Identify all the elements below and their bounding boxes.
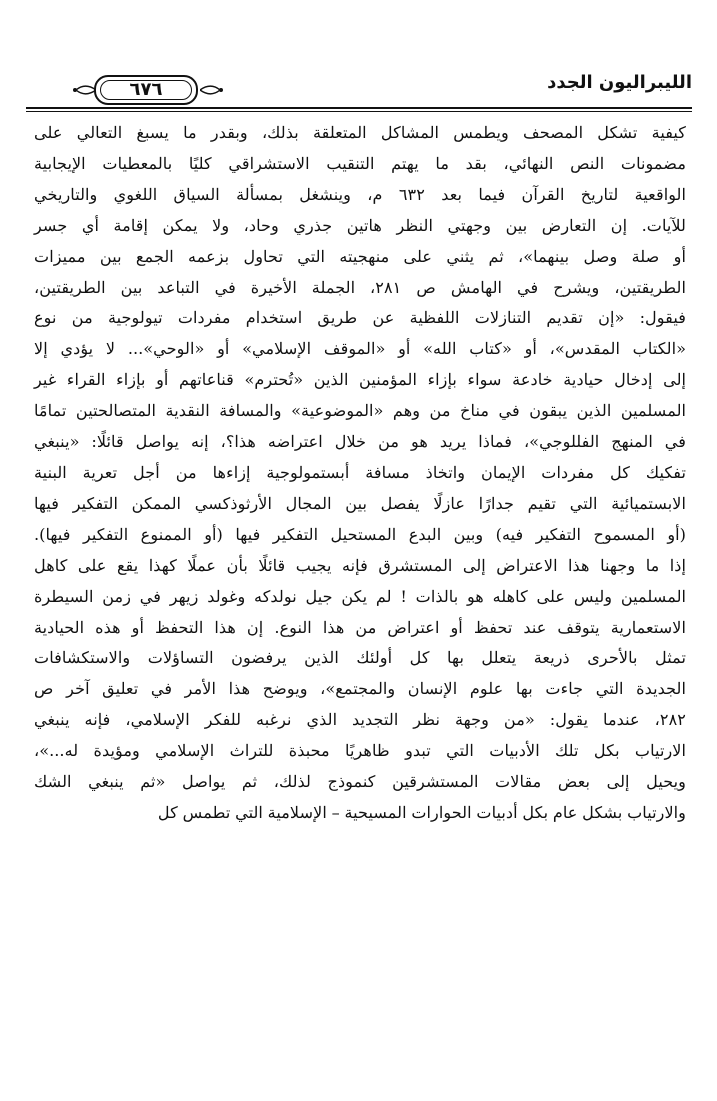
text-line: «الكتاب المقدس»، أو «كتاب الله» أو «الموقف الإسلامي» أو «الوحي»... لا يؤدي إلا — [34, 339, 686, 359]
text-line: (أو المسموح التفكير فيه) وبين البدع المستحيل التفكير فيها (أو الممنوع التفكير فيها). — [34, 524, 686, 544]
text-line: الواقعية لتاريخ القرآن فيما بعد ٦٣٢ م، وينشغل بمسألة السياق اللغوي والتاريخي — [34, 184, 686, 204]
page-number: ٦٧٦ — [129, 79, 163, 100]
text-line: تفكيك كل مفردات الإيمان واتخاذ مسافة أبستمولوجية إزاءها من أجل تعرية البنية — [34, 462, 686, 482]
text-line: مضمونات النص النهائي، بقد ما يهتم التنقيب الاستشراقي كليًا بالمعطيات الإيجابية — [34, 153, 686, 173]
text-line: فيقول: «إن تقديم التنازلات اللفظية عن طريق استخدام مفردات تيولوجية من نوع — [34, 308, 686, 328]
text-line: الارتياب بكل تلك الأدبيات التي تبدو ظاهريًا محبذة للتراث الإسلامي ومؤيدة له...»، — [34, 741, 686, 761]
text-line: إلى إدخال حيادية خادعة سواء بإزاء المؤمنين الذين «تُحترم» قناعاتهم أو بإزاء القراء غير — [34, 370, 686, 390]
text-line: والارتياب بشكل عام بكل أدبيات الحوارات المسيحية – الإسلامية التي تطمس كل — [157, 802, 686, 822]
page-header — [26, 70, 692, 116]
text-line: ويحيل إلى بعض مقالات المستشرقين كنموذج لذلك، ثم يواصل «ثم ينبغي الشك — [34, 772, 686, 792]
text-line: الاستعمارية يتوقف عند تحفظ أو اعتراض من هذا النوع. إن هذا التحفظ أو هذه الحيادية — [34, 617, 686, 637]
ornament-right-icon — [200, 85, 224, 95]
text-line: كيفية تشكل المصحف ويطمس المشاكل المتعلقة بذلك، وبقدر ما يسبغ التعالي على — [34, 123, 686, 142]
text-line: الابستميائية التي تقيم جدارًا عازلًا يفصل بين المجال الأرثوذكسي الممكن التفكير فيها — [34, 493, 686, 513]
text-line: المسلمين وليس على كاهله هو بالذات ! لم يكن جيل نولدكه وغولد زيهر في زمن السيطرة — [34, 586, 686, 606]
header-rule-thin — [26, 111, 692, 112]
text-line: في المنهج الفللوجي»، فماذا يريد هو من خلال اعتراضه هذا؟، إنه يواصل قائلًا: «ينبغي — [34, 432, 686, 452]
text-line: أو صلة وصل بينهما»، ثم يثني على منهجيته التي تحاول بزعمه الجمع بين مميزات — [34, 246, 686, 266]
text-line: إذا ما وجهنا هذا الاعتراض إلى المستشرق فإنه يجيب قائلًا بأن عملًا كهذا يقع على كاهل — [34, 555, 686, 575]
text-line: تمثل بالأحرى ذريعة يتعلل بها كل أولئك الذين يرفضون التساؤلات والاستكشافات — [34, 648, 686, 668]
text-line: للآيات. إن التعارض بين وجهتي النظر هاتين جذري وحاد، ولا يمكن إقامة أي جسر — [34, 215, 686, 235]
text-line: الطريقتين، ويشرح في الهامش ص ٢٨١، الجملة الأخيرة في التباعد بين الطريقتين، — [34, 277, 686, 297]
text-line: ٢٨٢، عندما يقول: «من وجهة نظر التجديد الذي نرغبه للفكر الإسلامي، فإنه ينبغي — [34, 710, 686, 730]
ornament-left-icon — [72, 85, 96, 95]
body-text — [34, 118, 686, 829]
header-rule — [26, 107, 692, 109]
page-number-frame — [94, 75, 198, 105]
running-title: الليبراليون الجدد — [547, 72, 692, 93]
text-line: الجديدة التي جاءت بها علوم الإنسان والمجتمع»، ويوضح هذا الأمر في تعليق آخر ص — [34, 679, 686, 699]
text-line: المسلمين الذين يبقون في مناخ من وهم «الموضوعية» والمسافة النقدية المتصالحتين تمامًا — [34, 401, 686, 421]
